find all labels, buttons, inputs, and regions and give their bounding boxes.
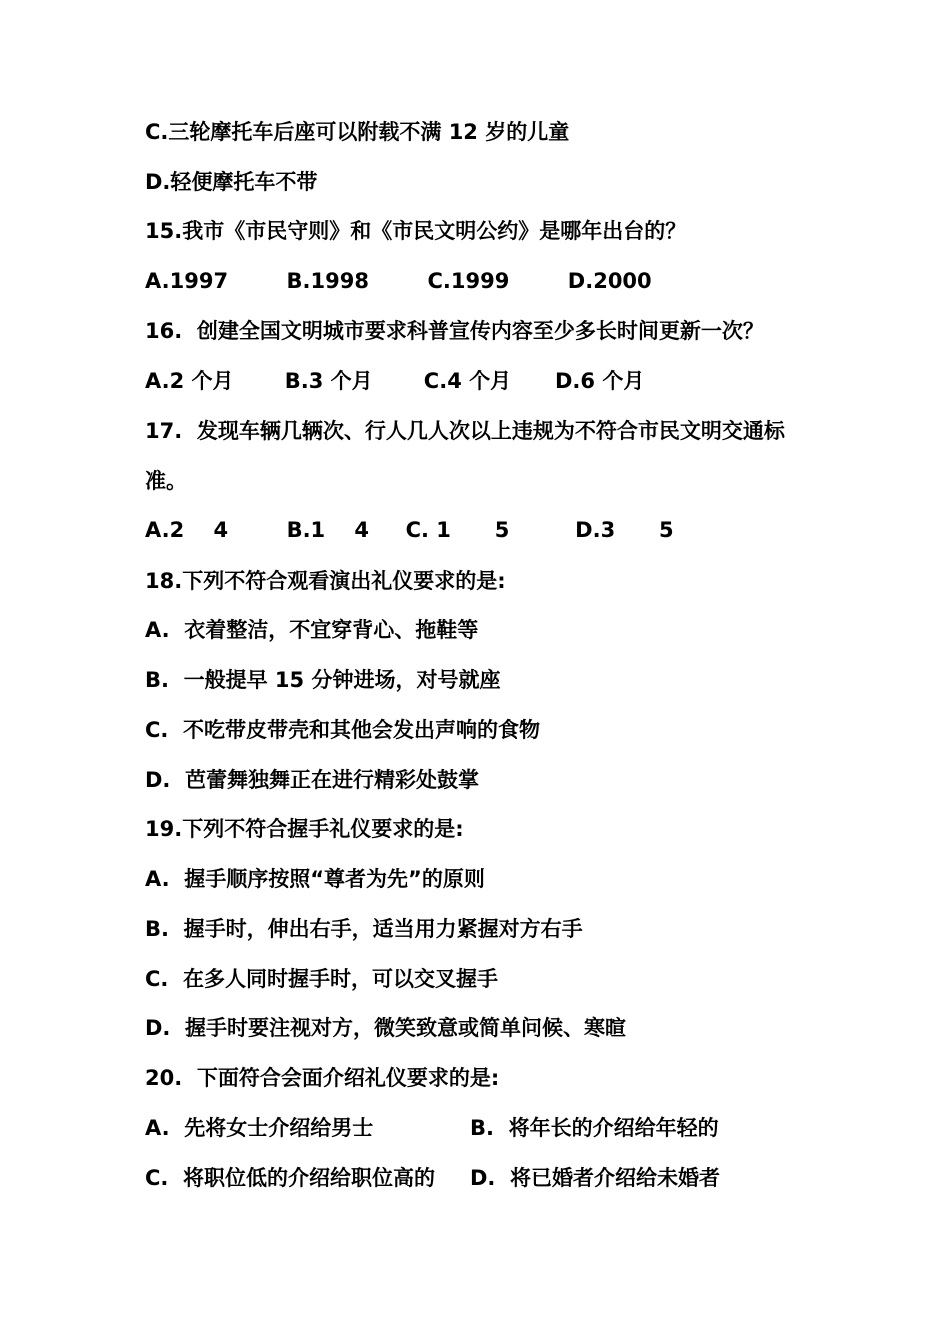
q18-question: 18.下列不符合观看演出礼仪要求的是: — [145, 569, 506, 593]
q20-option-a: A. 先将女士介绍给男士 — [145, 1116, 374, 1140]
q18-option-b: B. 一般提早 15 分钟进场，对号就座 — [145, 668, 501, 692]
q16-question: 16. 创建全国文明城市要求科普宣传内容至少多长时间更新一次？ — [145, 319, 764, 343]
q19-option-b: B. 握手时，伸出右手，适当用力紧握对方右手 — [145, 917, 583, 941]
q17-options: A.2 4 B.1 4 C. 1 5 D.3 5 — [145, 518, 674, 542]
q14-option-d: D.轻便摩托车不带 — [145, 170, 318, 194]
q19-option-c: C. 在多人同时握手时，可以交叉握手 — [145, 967, 499, 991]
q18-option-d: D. 芭蕾舞独舞正在进行精彩处鼓掌 — [145, 768, 480, 792]
q20-option-b: B. 将年长的介绍给年轻的 — [470, 1116, 719, 1140]
q19-question: 19.下列不符合握手礼仪要求的是: — [145, 817, 464, 841]
q14-option-c: C.三轮摩托车后座可以附载不满 12 岁的儿童 — [145, 120, 570, 144]
q19-option-a: A. 握手顺序按照“尊者为先”的原则 — [145, 867, 485, 891]
q15-question: 15.我市《市民守则》和《市民文明公约》是哪年出台的？ — [145, 219, 687, 243]
q17-question: 17. 发现车辆几辆次、行人几人次以上违规为不符合市民文明交通标 — [145, 419, 785, 443]
q15-options: A.1997 B.1998 C.1999 D.2000 — [145, 269, 652, 293]
q20-question: 20. 下面符合会面介绍礼仪要求的是: — [145, 1066, 500, 1090]
q20-option-d: D. 将已婚者介绍给未婚者 — [470, 1166, 721, 1190]
q19-option-d: D. 握手时要注视对方，微笑致意或简单问候、寒暄 — [145, 1016, 627, 1040]
q20-option-c: C. 将职位低的介绍给职位高的 — [145, 1166, 436, 1190]
q18-option-a: A. 衣着整洁，不宜穿背心、拖鞋等 — [145, 618, 479, 642]
q18-option-c: C. 不吃带皮带壳和其他会发出声响的食物 — [145, 718, 541, 742]
q17-question-cont: 准。 — [145, 469, 187, 493]
q16-options: A.2 个月 B.3 个月 C.4 个月 D.6 个月 — [145, 369, 645, 393]
